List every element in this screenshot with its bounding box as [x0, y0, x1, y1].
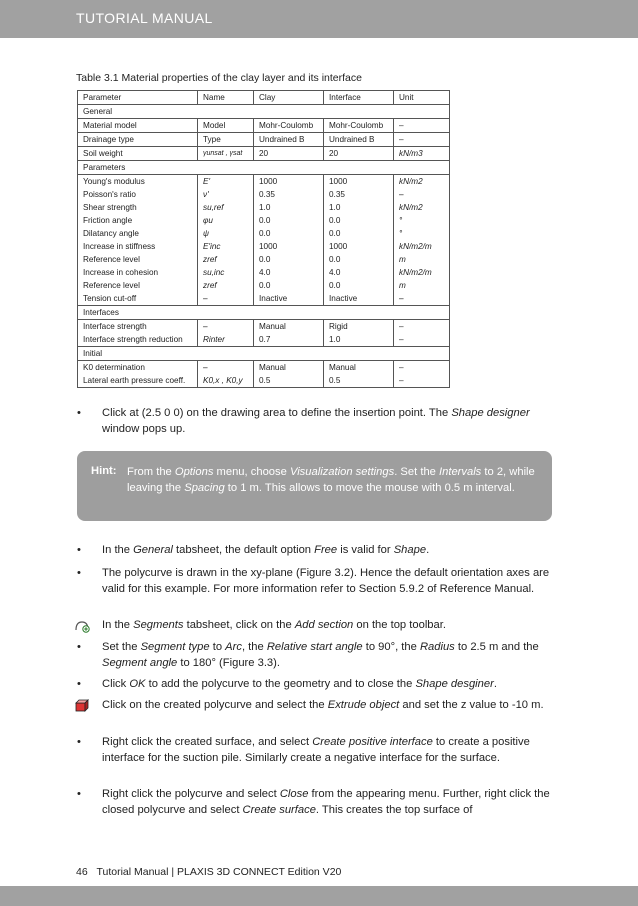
- table-cell: Rigid: [329, 322, 348, 331]
- table-cell: 20: [254, 147, 324, 161]
- table-cell: Reference level: [83, 281, 140, 290]
- table-cell: 1.0: [259, 203, 271, 212]
- table-cell: Undrained B: [254, 133, 324, 147]
- table-row: [78, 147, 450, 161]
- table-row: [78, 119, 450, 133]
- list-item: [77, 677, 557, 693]
- hint-label: Hint:: [91, 465, 117, 477]
- bullet-icon: •: [77, 641, 81, 653]
- bullet-icon: •: [77, 736, 81, 748]
- table-cell: 1000: [259, 177, 278, 186]
- table-cell: K0 determination: [83, 363, 145, 372]
- param-interface-column: [324, 175, 394, 306]
- section-initial: Initial: [78, 347, 450, 361]
- table-cell: m: [399, 255, 406, 264]
- table-section-row: [78, 306, 450, 320]
- init-interface-column: [324, 361, 394, 388]
- section-general: General: [78, 105, 450, 119]
- table-cell: 4.0: [259, 268, 271, 277]
- table-cell: Rinter: [203, 335, 225, 344]
- list-item: [77, 698, 557, 730]
- table-cell: –: [203, 294, 208, 303]
- table-cell: 0.0: [329, 255, 341, 264]
- table-cell: K0,x , K0,y: [203, 376, 243, 385]
- list-item-text: In the General tabsheet, the default option Free is valid for Shape.: [102, 544, 430, 556]
- table-header-cell: Unit: [394, 91, 450, 105]
- table-row: [78, 320, 450, 347]
- list-item-text: Click OK to add the polycurve to the geometry and to close the Shape desginer.: [102, 678, 497, 690]
- list-item-text: Click at (2.5 0 0) on the drawing area to define the insertion point. The Shape designer window pops up.: [102, 407, 530, 435]
- table-cell: –: [399, 294, 404, 303]
- table-cell: Young's modulus: [83, 177, 145, 186]
- table-cell: zref: [203, 255, 217, 264]
- list-item: [77, 406, 557, 438]
- extrude-object-icon: [73, 698, 91, 714]
- iface-clay-column: [254, 320, 324, 347]
- table-cell: Interface strength: [83, 322, 147, 331]
- table-cell: Shear strength: [83, 203, 137, 212]
- table-cell: –: [394, 119, 450, 133]
- iface-symbol-column: [198, 320, 254, 347]
- table-cell: Interface strength reduction: [83, 335, 183, 344]
- table-cell: kN/m2/m: [399, 242, 432, 251]
- table-cell: Manual: [259, 363, 286, 372]
- table-cell: Inactive: [329, 294, 358, 303]
- table-caption: Table 3.1 Material properties of the clay layer and its interface: [76, 72, 362, 84]
- table-cell: 20: [324, 147, 394, 161]
- section-parameters: Parameters: [78, 161, 450, 175]
- table-cell: 1000: [329, 177, 348, 186]
- table-header-cell: Parameter: [78, 91, 198, 105]
- table-section-row: [78, 347, 450, 361]
- table-cell: Lateral earth pressure coeff.: [83, 376, 186, 385]
- table-cell: 0.0: [329, 216, 341, 225]
- list-item: [77, 787, 557, 819]
- table-cell: Undrained B: [324, 133, 394, 147]
- table-cell: kN/m2/m: [399, 268, 432, 277]
- iface-interface-column: [324, 320, 394, 347]
- table-cell: 0.7: [259, 335, 271, 344]
- material-properties-table: [77, 90, 450, 388]
- table-cell: kN/m3: [394, 147, 450, 161]
- table-cell: 0.5: [329, 376, 341, 385]
- table-cell: –: [399, 363, 404, 372]
- bullet-icon: •: [77, 544, 81, 556]
- table-section-row: [78, 161, 450, 175]
- list-item: [77, 566, 557, 614]
- iface-name-column: [78, 320, 198, 347]
- section-interfaces: Interfaces: [78, 306, 450, 320]
- init-symbol-column: [198, 361, 254, 388]
- table-cell: E'inc: [203, 242, 221, 251]
- param-name-column: [78, 175, 198, 306]
- footer-bar: [0, 886, 638, 906]
- list-item: [77, 735, 557, 783]
- table-cell: 0.0: [259, 281, 271, 290]
- init-unit-column: [394, 361, 450, 388]
- table-cell: 0.35: [329, 190, 345, 199]
- hint-box: [77, 451, 552, 521]
- table-cell: Mohr-Coulomb: [324, 119, 394, 133]
- param-unit-column: [394, 175, 450, 306]
- page-footer: [76, 866, 341, 878]
- table-header-cell: Clay: [254, 91, 324, 105]
- table-cell: Friction angle: [83, 216, 133, 225]
- init-name-column: [78, 361, 198, 388]
- table-cell: su,ref: [203, 203, 224, 212]
- table-cell: 0.0: [259, 229, 271, 238]
- bullet-icon: •: [77, 788, 81, 800]
- table-cell: 0.5: [259, 376, 271, 385]
- table-cell: Dilatancy angle: [83, 229, 139, 238]
- list-item-text: Right click the polycurve and select Close from the appearing menu. Further, right click the closed polycurve and select Create surface. This creates the top surface of: [102, 788, 550, 816]
- table-cell: –: [203, 322, 208, 331]
- table-cell: m: [399, 281, 406, 290]
- list-item: [77, 640, 557, 672]
- table-cell: Tension cut-off: [83, 294, 137, 303]
- param-clay-column: [254, 175, 324, 306]
- table-cell: Material model: [78, 119, 198, 133]
- table-cell: –: [399, 322, 404, 331]
- list-item: [77, 543, 557, 559]
- page-number: 46: [76, 866, 88, 878]
- table-cell: φu: [203, 216, 213, 225]
- table-header-cell: Interface: [324, 91, 394, 105]
- header-title: TUTORIAL MANUAL: [76, 10, 213, 26]
- table-row: [78, 361, 450, 388]
- table-cell: Manual: [329, 363, 356, 372]
- table-cell: Manual: [259, 322, 286, 331]
- footer-text: Tutorial Manual | PLAXIS 3D CONNECT Edition V20: [96, 866, 342, 878]
- table-row: [78, 133, 450, 147]
- table-cell: 1.0: [329, 203, 341, 212]
- table-cell: 0.0: [329, 281, 341, 290]
- iface-unit-column: [394, 320, 450, 347]
- table-cell: Inactive: [259, 294, 288, 303]
- list-item-text: The polycurve is drawn in the xy-plane (Figure 3.2). Hence the default orientation axes are valid for this example. For more information refer to Section 5.9.2 of Reference Manual.: [102, 567, 550, 595]
- table-cell: °: [399, 216, 403, 225]
- table-cell: 0.0: [259, 216, 271, 225]
- list-item-text: In the Segments tabsheet, click on the Add section on the top toolbar.: [102, 619, 446, 631]
- hint-text: From the Options menu, choose Visualization settings. Set the Intervals to 2, while leaving the Spacing to 1 m. This allows to move the mouse with 0.5 m interval.: [127, 466, 535, 494]
- table-cell: su,inc: [203, 268, 225, 277]
- table-header-row: [78, 91, 450, 105]
- table-cell: kN/m2: [399, 203, 423, 212]
- list-item: [77, 618, 557, 634]
- table-cell: γunsat , γsat: [198, 147, 254, 161]
- table-row: [78, 175, 450, 306]
- table-section-row: [78, 105, 450, 119]
- table-cell: 4.0: [329, 268, 341, 277]
- table-cell: –: [399, 376, 404, 385]
- table-cell: Reference level: [83, 255, 140, 264]
- table-cell: Increase in cohesion: [83, 268, 159, 277]
- table-cell: –: [399, 190, 404, 199]
- list-item-text: Set the Segment type to Arc, the Relative start angle to 90°, the Radius to 2.5 m and the Segment angle to 180° (Figure 3.3).: [102, 641, 539, 669]
- table-cell: zref: [203, 281, 217, 290]
- table-cell: ν': [203, 190, 209, 199]
- table-cell: °: [399, 229, 403, 238]
- table-cell: Type: [198, 133, 254, 147]
- table-cell: Model: [198, 119, 254, 133]
- table-cell: ψ: [203, 229, 209, 238]
- table-cell: Poisson's ratio: [83, 190, 136, 199]
- table-cell: Increase in stiffness: [83, 242, 156, 251]
- table-cell: Drainage type: [78, 133, 198, 147]
- table-cell: –: [394, 133, 450, 147]
- table-cell: Mohr-Coulomb: [254, 119, 324, 133]
- table-header-cell: Name: [198, 91, 254, 105]
- list-item-text: Click on the created polycurve and select the Extrude object and set the z value to -10 m.: [102, 699, 544, 711]
- init-clay-column: [254, 361, 324, 388]
- table-cell: 0.35: [259, 190, 275, 199]
- header-bar: [0, 0, 638, 38]
- bullet-icon: •: [77, 678, 81, 690]
- param-symbol-column: [198, 175, 254, 306]
- table-cell: Soil weight: [78, 147, 198, 161]
- list-item-text: Right click the created surface, and select Create positive interface to create a positive interface for the suction pile. Similarly create a negative interface for the surface.: [102, 736, 530, 764]
- table-cell: E': [203, 177, 211, 186]
- table-cell: 0.0: [329, 229, 341, 238]
- add-section-icon: [73, 618, 91, 634]
- table-cell: 0.0: [259, 255, 271, 264]
- table-cell: kN/m2: [399, 177, 423, 186]
- table-cell: –: [399, 335, 404, 344]
- table-cell: 1.0: [329, 335, 341, 344]
- table-cell: 1000: [259, 242, 278, 251]
- bullet-icon: •: [77, 567, 81, 579]
- bullet-icon: •: [77, 407, 81, 419]
- table-cell: –: [203, 363, 208, 372]
- table-cell: 1000: [329, 242, 348, 251]
